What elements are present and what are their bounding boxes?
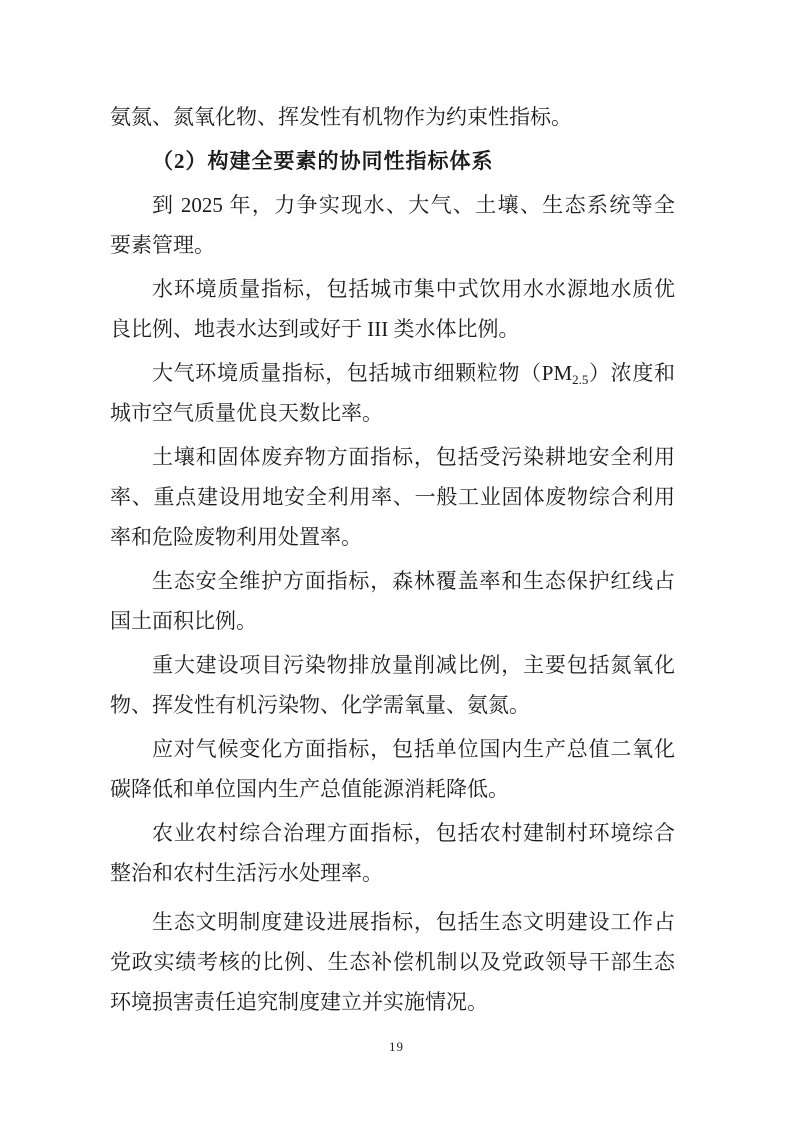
page-footer — [0, 1038, 793, 1056]
paragraph-water-quality — [110, 269, 675, 349]
document-body — [110, 97, 675, 1026]
text-line: 碳降低和单位国内生产总值能源消耗降低。 — [110, 777, 509, 801]
text-line: 土壤和固体废弃物方面指标，包括受污染耕地安全利用 — [152, 445, 675, 469]
text-line: 要素管理。 — [110, 233, 215, 257]
text-line: 党政实绩考核的比例、生态补偿机制以及党政领导干部生态 — [110, 950, 675, 974]
air-line-after-pm: ）浓度和 — [588, 361, 675, 385]
paragraph-air-quality — [110, 353, 675, 433]
text-line: 良比例、地表水达到或好于 III 类水体比例。 — [110, 317, 520, 341]
paragraph-rural-governance — [110, 813, 675, 893]
page-number: 19 — [389, 1039, 404, 1054]
paragraph-major-projects — [110, 645, 675, 725]
paragraph-ecology-security — [110, 561, 675, 641]
air-line-before-pm: 大气环境质量指标，包括城市细颗粒物（PM — [152, 361, 573, 385]
paragraph-climate-change — [110, 729, 675, 809]
text-line: 水环境质量指标，包括城市集中式饮用水水源地水质优 — [152, 277, 675, 301]
paragraph-institution-progress — [110, 902, 675, 1022]
section-heading: （2）构建全要素的协同性指标体系 — [152, 149, 494, 173]
text-line: 生态安全维护方面指标，森林覆盖率和生态保护红线占 — [152, 569, 675, 593]
text-line: 整治和农村生活污水处理率。 — [110, 861, 383, 885]
text-line: 物、挥发性有机污染物、化学需氧量、氨氮。 — [110, 693, 530, 717]
paragraph-soil-solid-waste — [110, 437, 675, 557]
text-line: 重大建设项目污染物排放量削减比例，主要包括氮氧化 — [152, 653, 675, 677]
text-line: 国土面积比例。 — [110, 609, 257, 633]
text-line: 率和危险废物利用处置率。 — [110, 525, 362, 549]
text-line: 氨氮、氮氧化物、挥发性有机物作为约束性指标。 — [110, 105, 572, 129]
text-line: 城市空气质量优良天数比率。 — [110, 401, 383, 425]
text-line — [110, 353, 675, 393]
paragraph-constraint-indicators — [110, 97, 675, 137]
text-line: 农业农村综合治理方面指标，包括农村建制村环境综合 — [152, 821, 675, 845]
paragraph-target-2025 — [110, 185, 675, 265]
text-line: 应对气候变化方面指标，包括单位国内生产总值二氧化 — [152, 737, 675, 761]
text-line: 率、重点建设用地安全利用率、一般工业固体废物综合利用 — [110, 485, 675, 509]
text-line: 生态文明制度建设进展指标，包括生态文明建设工作占 — [152, 910, 675, 934]
text-line: 到 2025 年，力争实现水、大气、土壤、生态系统等全 — [152, 193, 675, 217]
text-line: 环境损害责任追究制度建立并实施情况。 — [110, 990, 488, 1014]
pm25-subscript: 2.5 — [572, 372, 589, 387]
